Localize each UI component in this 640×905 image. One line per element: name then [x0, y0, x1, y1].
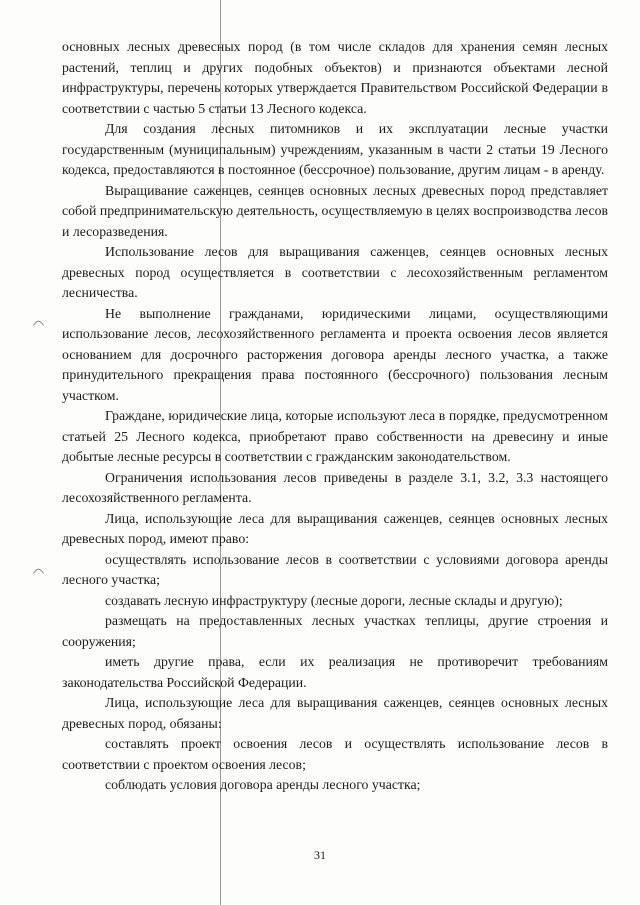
document-body — [62, 37, 608, 796]
paragraph: Не выполнение гражданами, юридическими лицами, осуществляющими использование лесов, лесохозяйственного регламента и проекта освоения лесов является основанием для досрочного расторжения договора аренды лесного участка, а также принудительного прекращения права постоянного (бессрочного) пользования лесным участком. — [62, 305, 608, 403]
paragraph: Лица, использующие леса для выращивания саженцев, сеянцев основных лесных древесных пород, обязаны: — [62, 695, 608, 731]
paragraph: основных лесных древесных пород (в том числе складов для хранения семян лесных растений, теплиц и других подобных объектов) и признаются объектами лесной инфраструктуры, перечень которых утверждается Правительством Российской Федерации в соответствии с частью 5 статьи 13 Лесного кодекса. — [62, 39, 608, 116]
paragraph: Лица, использующие леса для выращивания саженцев, сеянцев основных лесных древесных пород, имеют право: — [62, 510, 608, 546]
list-item: создавать лесную инфраструктуру (лесные дороги, лесные склады и другую); — [105, 592, 563, 608]
paragraph: Для создания лесных питомников и их эксплуатации лесные участки государственным (муниципальным) учреждениям, указанным в части 2 статьи 19 Лесного кодекса, предоставляются в постоянное (бессрочное) пользование, другим лицам - в аренду. — [62, 121, 608, 177]
list-item: иметь другие права, если их реализация не противоречит требованиям законодательства Российской Федерации. — [62, 654, 608, 690]
punch-hole-mark-icon — [33, 567, 44, 574]
punch-hole-mark-icon — [33, 319, 44, 326]
paragraph: Ограничения использования лесов приведены в разделе 3.1, 3.2, 3.3 настоящего лесохозяйственного регламента. — [62, 469, 608, 505]
list-item: составлять проект освоения лесов и осуществлять использование лесов в соответствии с проектом освоения лесов; — [62, 736, 608, 772]
list-item: осуществлять использование лесов в соответствии с условиями договора аренды лесного участка; — [62, 551, 608, 587]
paragraph: Граждане, юридические лица, которые используют леса в порядке, предусмотренном статьей 25 Лесного кодекса, приобретают право собственности на древесину и иные добытые лесные ресурсы в соответствии с гражданским законодательством. — [62, 408, 608, 464]
list-item: размещать на предоставленных лесных участках теплицы, другие строения и сооружения; — [62, 613, 608, 649]
paragraph: Использование лесов для выращивания саженцев, сеянцев основных лесных древесных пород осуществляется в соответствии с лесохозяйственным регламентом лесничества. — [62, 244, 608, 300]
page-number: 31 — [314, 848, 326, 862]
list-item: соблюдать условия договора аренды лесного участка; — [105, 777, 421, 792]
paragraph: Выращивание саженцев, сеянцев основных лесных древесных пород представляет собой предпринимательскую деятельность, осуществляемую в целях воспроизводства лесов и лесоразведения. — [62, 182, 608, 239]
